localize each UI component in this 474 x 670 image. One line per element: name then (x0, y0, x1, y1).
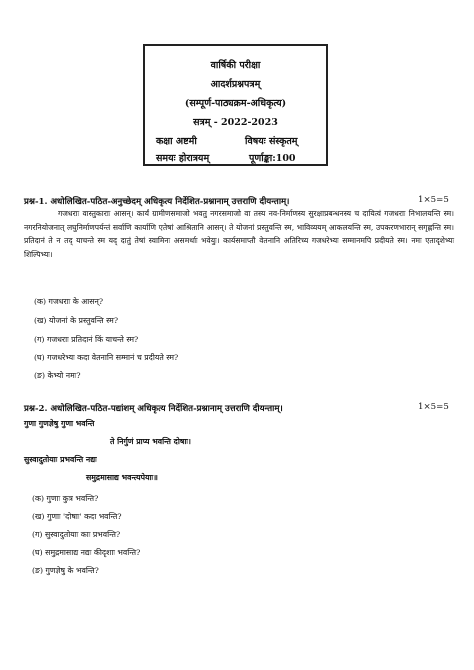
verse-line-3: सुस्वादुतोयाः प्रभवन्ति नद्यः (24, 455, 97, 464)
session-year: सत्रम् - 2022-2023 (193, 117, 278, 128)
exam-title: वार्षिकी परीक्षा (210, 60, 261, 71)
question-2-sub-d: (घ) समुद्रमासाद्य नद्यः कीदृशाः भवन्ति? (32, 548, 141, 557)
subject-label: विषयः संस्कृतम् (245, 136, 298, 147)
exam-header-box (143, 44, 328, 166)
verse-line-1: गुणा गुणज्ञेषु गुणा भवन्ति (24, 419, 95, 428)
question-2-sub-a: (क) गुणाः कुत्र भवन्ति? (32, 494, 99, 503)
verse-line-4: समुद्रमासाद्य भवन्त्यपेयाः॥ (86, 473, 158, 482)
question-2-sub-e: (ङ) गुणज्ञेषु के भवन्ति? (32, 566, 99, 575)
class-label: कक्षा अष्टमी (156, 136, 197, 147)
question-2-title: प्रश्न-2. अधोलिखित-पठित-पद्यांशम् अधिकृत्य निर्देशित-प्रश्नानाम् उत्तराणि दीयन्ताम्। (24, 404, 283, 414)
question-1-sub-d: (घ) गजधरेभ्यः कदा वेतनानि सम्मानं च प्रदीयते स्म? (34, 353, 179, 362)
syllabus-note: (सम्पूर्ण-पाठ्यक्रम-अधिकृत्य) (184, 98, 287, 109)
question-1-sub-b: (ख) योजनां के प्रस्तुवन्ति स्म? (34, 316, 119, 325)
question-1-sub-e: (ङ) केभ्यो नमः? (34, 371, 81, 380)
question-2-sub-c: (ग) सुस्वादुतोयाः काः प्रभवन्ति? (32, 530, 121, 539)
question-1-sub-c: (ग) गजधराः प्रतिदानं किं याचन्ते स्म? (34, 335, 139, 344)
question-2-marks: 1×5=5 (418, 402, 449, 412)
verse-line-2: ते निर्गुणं प्राप्य भवन्ति दोषाः। (110, 437, 191, 446)
question-1-passage: गजधराः वास्तुकाराः आसन्। कार्यं ग्रामीणसमाजो भवतु नगरसमाजो वा तस्य नव-निर्माणस्य सुरक्षाप्रबन्धनस्य च दायित्वं गजधराः निभालयन्ति स्म। नगरनियोजनात् लघुनिर्माणपर्यन्तं सर्वाणि कार्याणि एतेषां आश्रितानि आसन्। ते योजनां प्रस्तुवन्ति स्म, भाविव्ययम् आकलयन्ति स्म, उपकरणभारान् सगृह्णन्ति स्म। प्रतिदानं ते न तद् याचन्ते स्म यद् दातुं तेषां स्वामिनः असमर्थाः भवेयुः। कार्यसमाप्तौ वेतनानि अतिरिच्य गजधरेभ्यः सम्मानमपि प्रदीयते स्म। नमः एतादृशेभ्यः शिल्पिभ्यः। (24, 209, 454, 259)
max-marks-label: पूर्णाङ्का:100 (249, 153, 296, 164)
question-2-sub-b: (ख) गुणाः 'दोषाः' कदा भवन्ति? (32, 512, 122, 521)
question-1-marks: 1×5=5 (418, 195, 449, 205)
question-1-title: प्रश्न-1. अधोलिखित-पठित-अनुच्छेदम् अधिकृत्य निर्देशित-प्रश्नानाम् उत्तराणि दीयन्ताम्। (24, 197, 290, 207)
question-1-sub-a: (क) गजधराः के आसन्? (34, 297, 103, 306)
time-label: समयः होरात्रयम् (156, 153, 210, 164)
paper-title: आदर्शप्रश्नपत्रम् (210, 79, 261, 90)
